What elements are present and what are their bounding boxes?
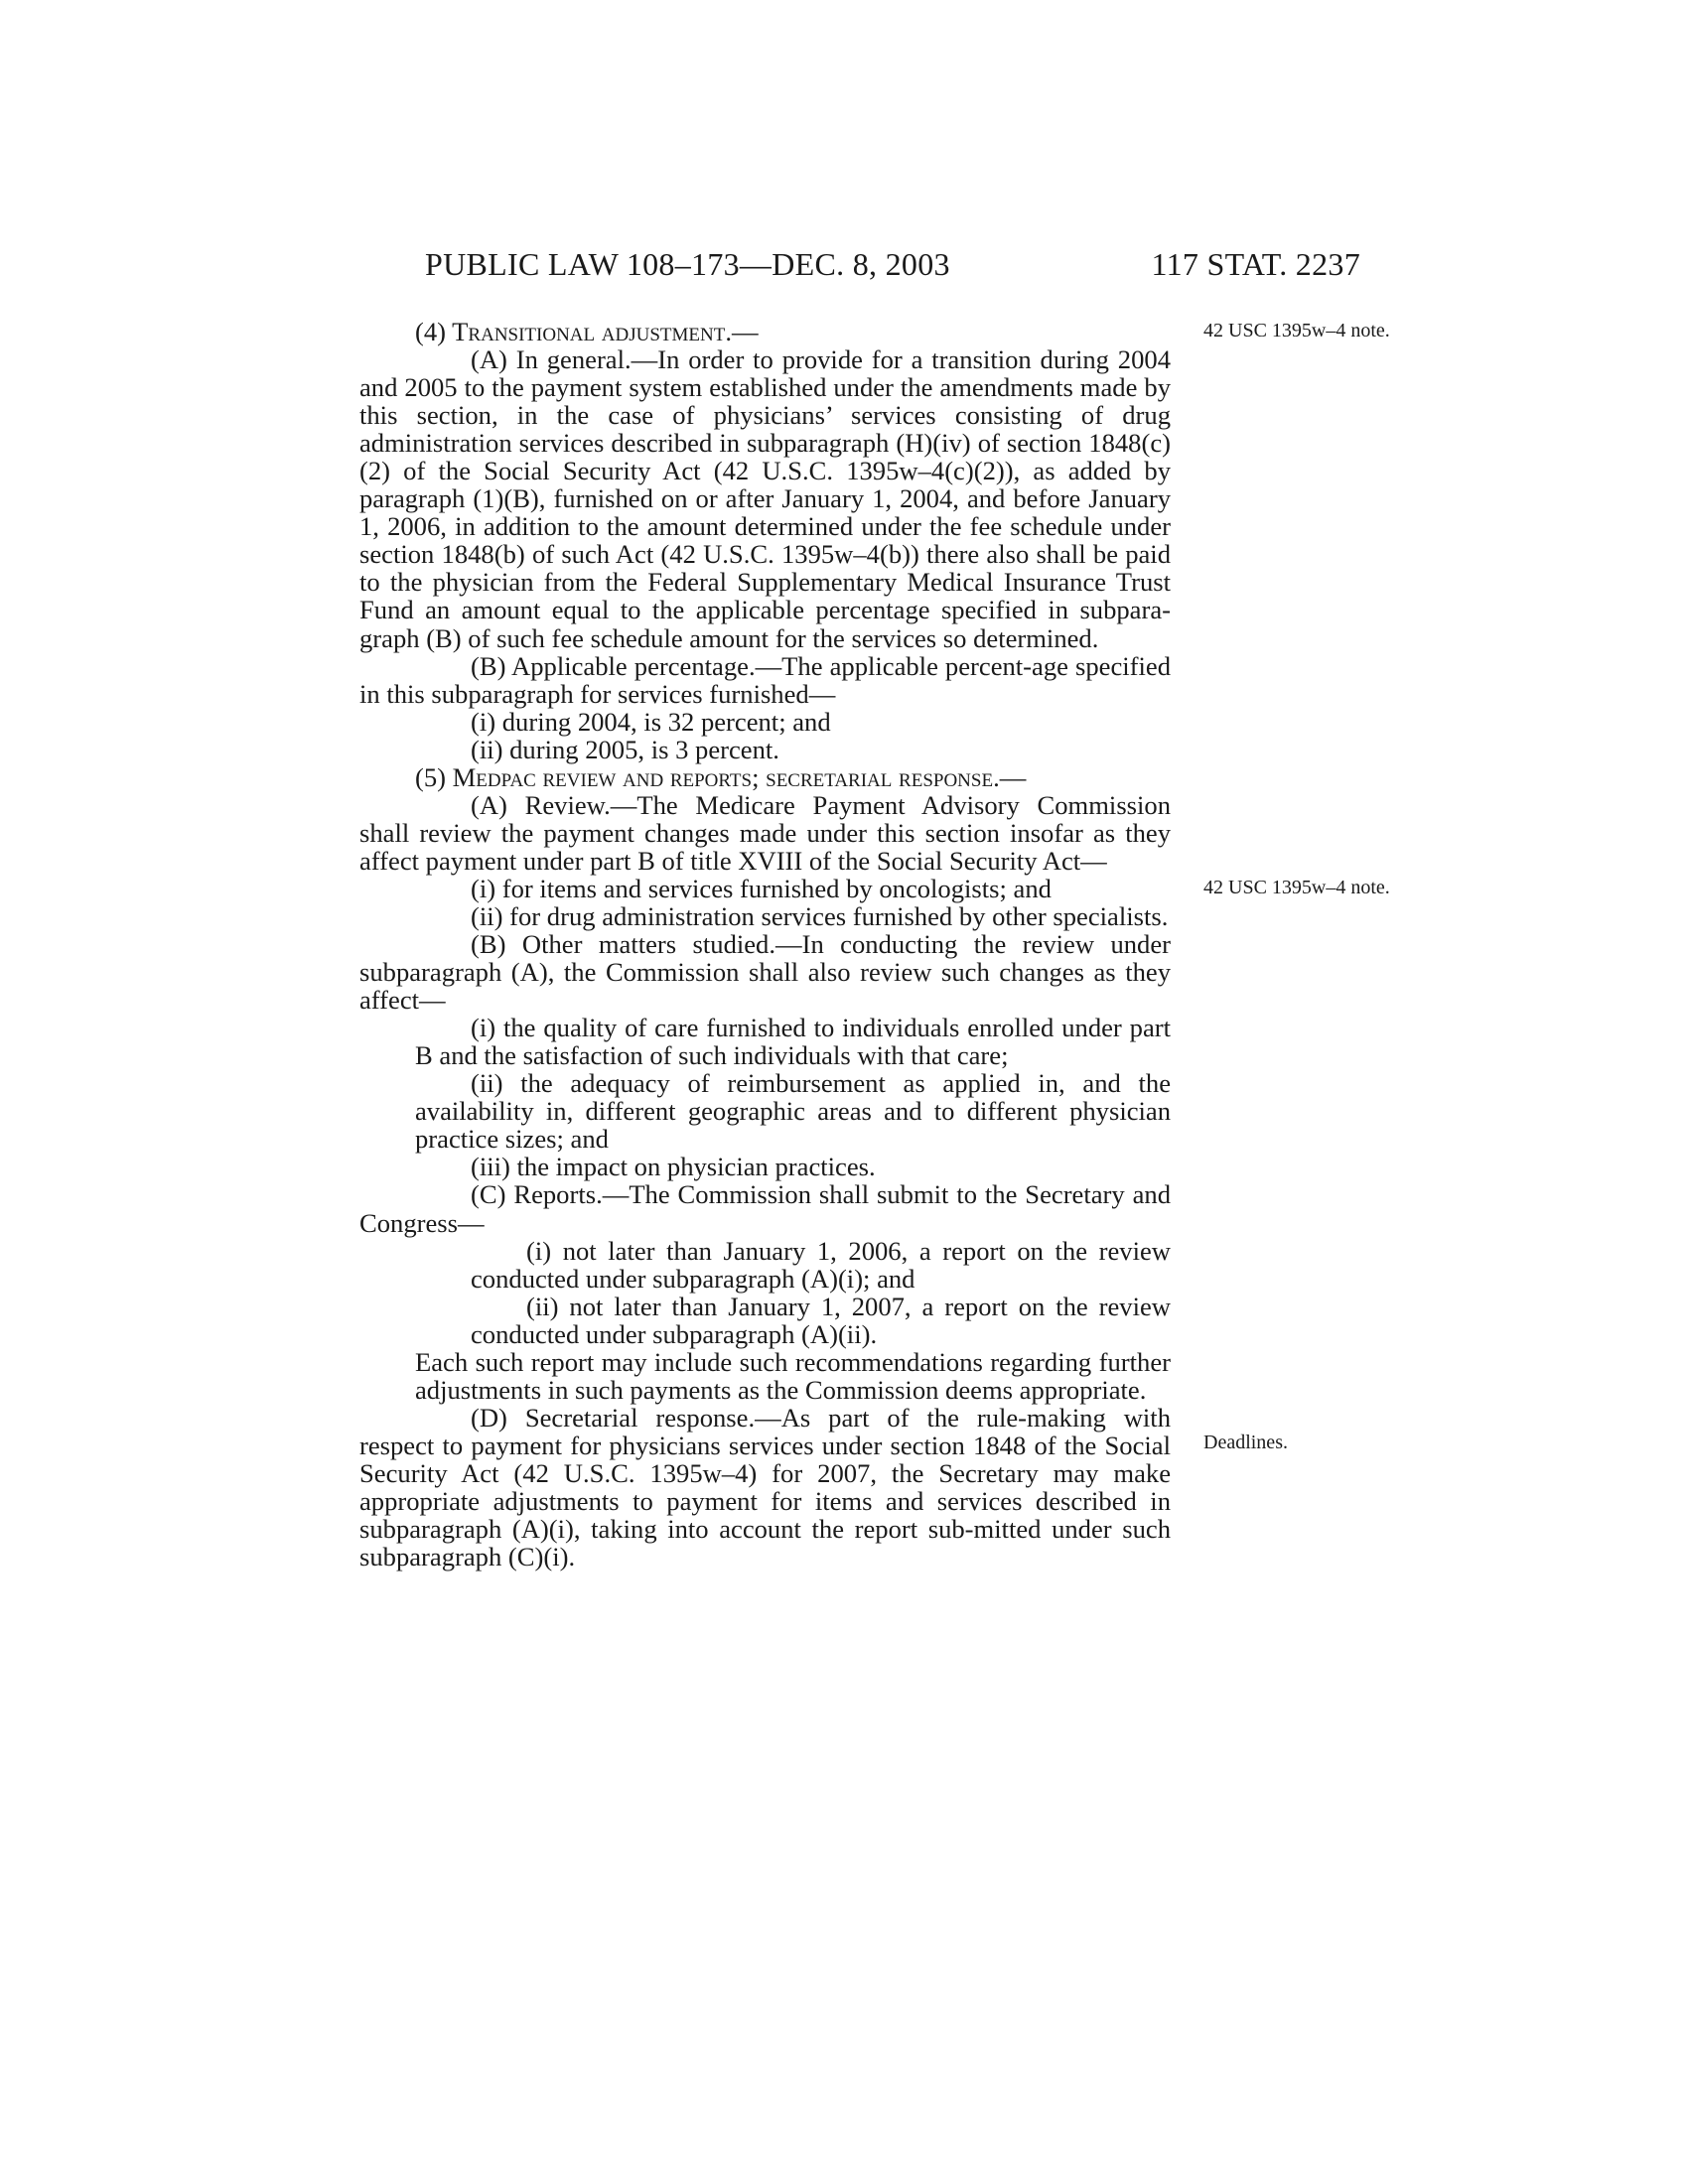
paragraph-4a: (A) In general.—In order to provide for a transition during 2004 and 2005 to the payment system established under the amendments made by this section, in the case of physicians’ services consisting of drug administration services described in subparagraph (H)(iv) of section 1848(c)(2) of the Social Security Act (42 U.S.C. 1395w–4(c)(2)), as added by paragraph (1)(B), furnished on or after January 1, 2004, and before January 1, 2006, in addition to the amount determined under the fee schedule under section 1848(b) of such Act (42 U.S.C. 1395w–4(b)) there also shall be paid to the physician from the Federal Supplementary Medical Insurance Trust Fund an amount equal to the applicable percentage specified in subpara-graph (B) of such fee schedule amount for the services so determined.: [359, 344, 1171, 653]
paragraph-5b: (B) Other matters studied.—In conducting the review under subparagraph (A), the Commission shall also review such changes as they affect—: [359, 929, 1171, 1016]
margin-note-deadlines: Deadlines.: [1203, 1432, 1288, 1453]
margin-note-usc-2: 42 USC 1395w–4 note.: [1203, 877, 1390, 898]
clause-5a-ii: (ii) for drug administration services furnished by other specialists.: [471, 900, 1169, 931]
paragraph-5d: (D) Secretarial response.—As part of the rule-making with respect to payment for physicians services under section 1848 of the Social Security Act (42 U.S.C. 1395w–4) for 2007, the Secretary may make appropriate adjustments to payment for items and services described in subparagraph (A)(i), taking into account the report sub-mitted under such subparagraph (C)(i).: [359, 1402, 1171, 1572]
page-header: [407, 246, 1360, 292]
paragraph-5c-closing: Each such report may include such recommendations regarding further adjustments in such payments as the Commission deems appropriate.: [415, 1346, 1171, 1405]
clause-4b-ii: (ii) during 2005, is 3 percent.: [471, 734, 779, 764]
paragraph-4-heading: (4) Transitional adjustment.—: [415, 317, 759, 346]
paragraph-5a: (A) Review.—The Medicare Payment Advisory Commission shall review the payment changes made under this section insofar as they affect payment under part B of title XVIII of the Social Security Act—: [359, 789, 1171, 876]
clause-5b-ii: (ii) the adequacy of reimbursement as applied in, and the availability in, different geographic areas and to different physician practice sizes; and: [415, 1068, 1171, 1155]
clause-4b-i: (i) during 2004, is 32 percent; and: [471, 706, 831, 737]
margin-note-usc-1: 42 USC 1395w–4 note.: [1203, 320, 1390, 341]
paragraph-5-heading: (5) Medpac review and reports; secretarial response.—: [415, 761, 1027, 792]
clause-5b-iii: (iii) the impact on physician practices.: [471, 1152, 876, 1182]
statute-page-number: 117 STAT. 2237: [1151, 246, 1360, 282]
statute-body: [359, 318, 1171, 1570]
clause-5b-i: (i) the quality of care furnished to individuals enrolled under part B and the satisfaction of such individuals with that care;: [415, 1013, 1171, 1071]
paragraph-4b: (B) Applicable percentage.—The applicable percent-age specified in this subparagraph for services furnished—: [359, 650, 1171, 709]
clause-5c-ii: (ii) not later than January 1, 2007, a report on the review conducted under subparagraph (A)(ii).: [471, 1291, 1171, 1349]
clause-5a-i: (i) for items and services furnished by oncologists; and: [471, 873, 1052, 903]
paragraph-5c: (C) Reports.—The Commission shall submit to the Secretary and Congress—: [359, 1179, 1171, 1238]
public-law-citation: PUBLIC LAW 108–173—DEC. 8, 2003: [425, 246, 950, 282]
clause-5c-i: (i) not later than January 1, 2006, a report on the review conducted under subparagraph (A)(i); and: [471, 1235, 1171, 1294]
